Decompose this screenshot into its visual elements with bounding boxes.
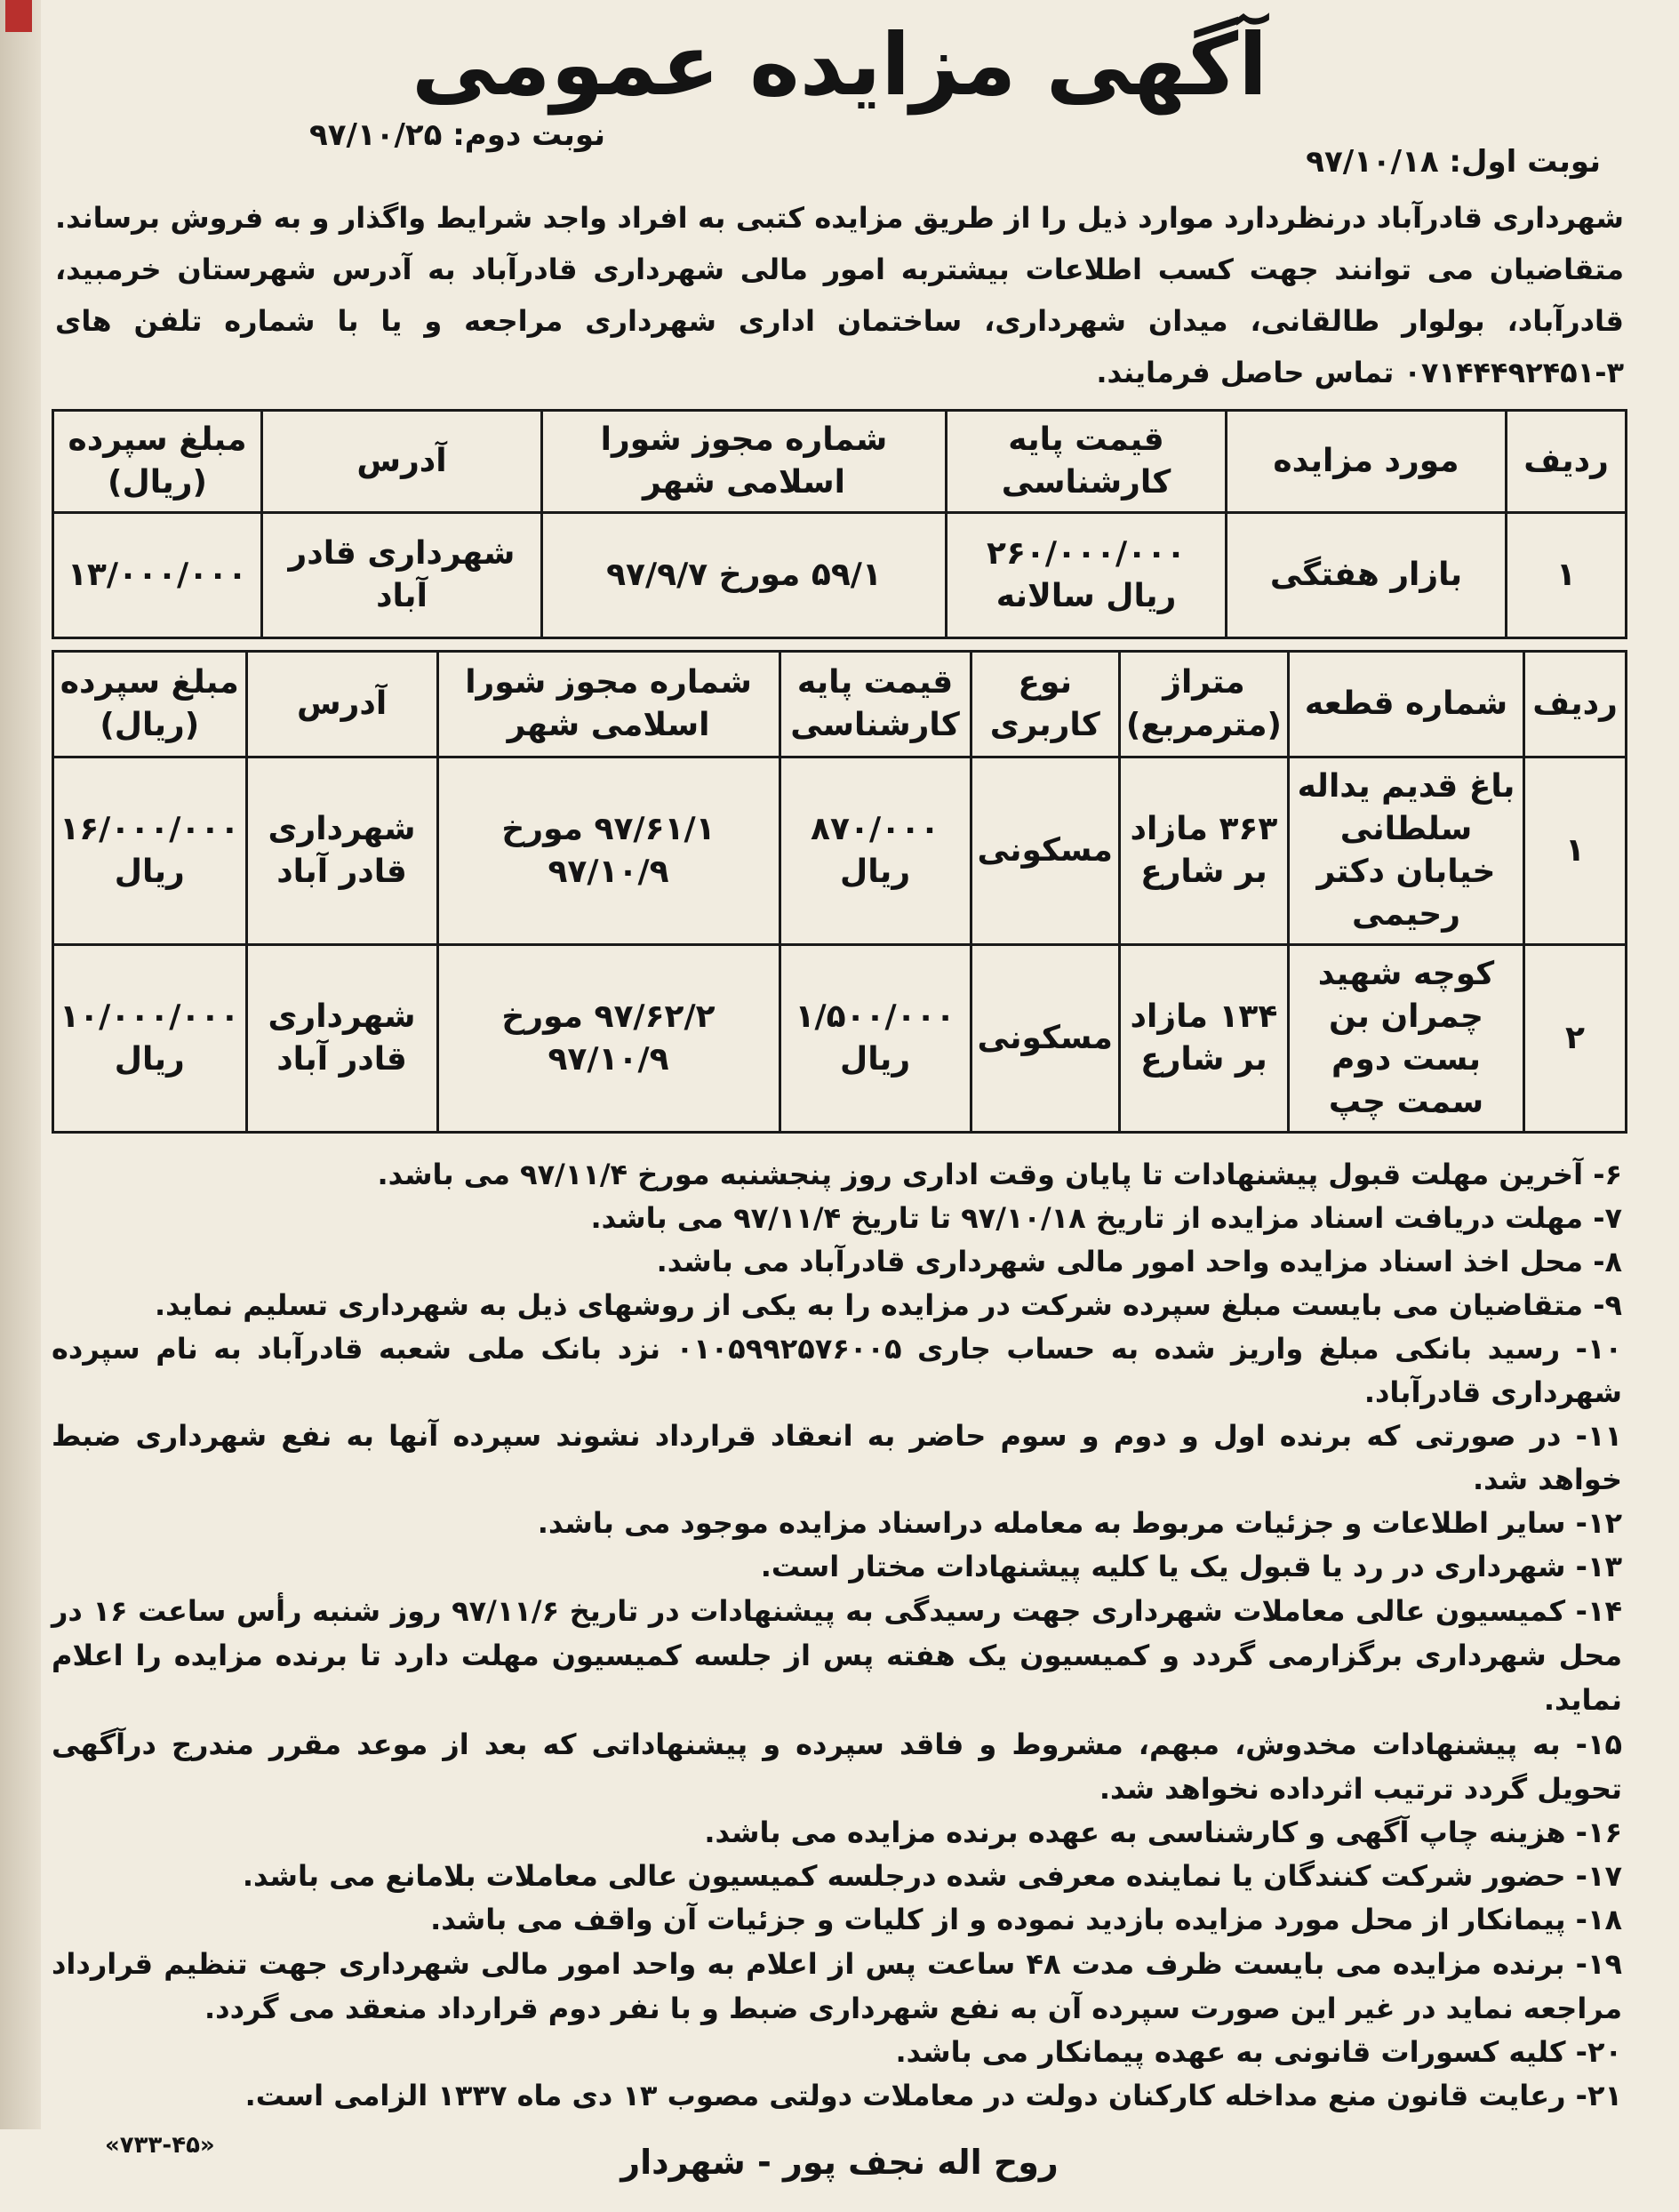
cell-row-number: ۲ xyxy=(1524,945,1627,1133)
cell-row-number: ۱ xyxy=(1524,757,1627,945)
col-row-number: ردیف xyxy=(1507,411,1627,513)
col-deposit: مبلغ سپرده (ریال) xyxy=(53,652,247,757)
cell-plot-number: کوچه شهید چمران بن بست دوم سمت چپ xyxy=(1289,945,1524,1133)
cell-plot-number: باغ قدیم یداله سلطانی خیابان دکتر رحیمی xyxy=(1289,757,1524,945)
cell-address: شهرداری قادر آباد xyxy=(246,945,437,1133)
condition-item: ۸- محل اخذ اسناد مزایده واحد امور مالی شهرداری قادرآباد می باشد. xyxy=(656,1245,1622,1278)
cell-council-permit: ۹۷/۶۲/۲ مورخ ۹۷/۱۰/۹ xyxy=(437,945,780,1133)
condition-item: ۱۲- سایر اطلاعات و جزئیات مربوط به معامله دراسناد مزایده موجود می باشد. xyxy=(537,1506,1622,1540)
cell-deposit: ۱۶/۰۰۰/۰۰۰ ریال xyxy=(53,757,247,945)
announcement-title: آگهی مزایده عمومی xyxy=(412,15,1267,115)
cell-deposit: ۱۳/۰۰۰/۰۰۰ xyxy=(53,513,262,638)
auction-table-plots xyxy=(52,650,1627,1134)
corner-mark xyxy=(5,0,32,32)
table-header-row xyxy=(53,652,1627,757)
cell-base-price: ۸۷۰/۰۰۰ ریال xyxy=(780,757,971,945)
condition-item: ۱۱- در صورتی که برنده اول و دوم و سوم حاضر به انعقاد قرارداد نشوند سپرده آنها به نفع شهرداری ضبط خواهد شد. xyxy=(52,1419,1622,1496)
mayor-signature: روح اله نجف پور - شهردار xyxy=(620,2143,1059,2182)
col-plot-number: شماره قطعه xyxy=(1289,652,1524,757)
col-area: متراژ (مترمربع) xyxy=(1119,652,1288,757)
col-council-permit: شماره مجوز شورا اسلامی شهر xyxy=(437,652,780,757)
publication-dates xyxy=(52,117,1627,192)
cell-area: ۳۶۳ مازاد بر شارع xyxy=(1119,757,1288,945)
second-publication-date: نوبت دوم: ۹۷/۱۰/۲۵ xyxy=(309,117,605,153)
reference-code: «۷۳۳-۴۵» xyxy=(105,2132,215,2159)
cell-area: ۱۳۴ مازاد بر شارع xyxy=(1119,945,1288,1133)
cell-address: شهرداری قادر آباد xyxy=(246,757,437,945)
col-base-price: قیمت پایه کارشناسی xyxy=(947,411,1227,513)
cell-usage-type: مسکونی xyxy=(971,757,1119,945)
cell-usage-type: مسکونی xyxy=(971,945,1119,1133)
cell-council-permit: ۵۹/۱ مورخ ۹۷/۹/۷ xyxy=(542,513,947,638)
condition-item: ۷- مهلت دریافت اسناد مزایده از تاریخ ۹۷/۱۰/۱۸ تا تاریخ ۹۷/۱۱/۴ می باشد. xyxy=(590,1201,1622,1235)
cell-row-number: ۱ xyxy=(1507,513,1627,638)
col-auction-item: مورد مزایده xyxy=(1227,411,1507,513)
condition-item: ۱۵- به پیشنهادات مخدوش، مبهم، مشروط و فاقد سپرده و پیشنهاداتی که بعد از موعد مقرر مندرج درآگهی تحویل گردد ترتیب اثرداده نخواهد شد. xyxy=(52,1727,1622,1806)
intro-paragraph: شهرداری قادرآباد درنظردارد موارد ذیل را از طریق مزایده کتبی به افراد واجد شرایط واگذار و به فروش برساند. متقاضیان می توانند جهت کسب اطلاعات بیشتربه امور مالی شهرداری قادرآباد به آدرس شهرستان خرمبید، قادرآباد، بولوار طالقانی، میدان شهرداری، ساختمان اداری شهرداری مراجعه و یا با شماره تلفن های ۳-۰۷۱۴۴۴۹۲۴۵۱ تماس حاصل فرمایند. xyxy=(55,201,1624,389)
table-row xyxy=(53,945,1627,1133)
col-deposit: مبلغ سپرده (ریال) xyxy=(53,411,262,513)
footer xyxy=(52,2132,1627,2212)
condition-item: ۱۹- برنده مزایده می بایست ظرف مدت ۴۸ ساعت پس از اعلام به واحد امور مالی شهرداری جهت تنظیم قرارداد مراجعه نماید در غیر این صورت سپرده آن به نفع شهرداری ضبط و با نفر دوم قرارداد منعقد می گردد. xyxy=(52,1947,1623,2025)
condition-item: ۱۸- پیمانکار از محل مورد مزایده بازدید نموده و از کلیات و جزئیات آن واقف می باشد. xyxy=(430,1903,1622,1936)
condition-item: ۱۳- شهرداری در رد یا قبول یک یا کلیه پیشنهادات مختار است. xyxy=(760,1550,1622,1583)
auction-table-market xyxy=(52,409,1627,639)
condition-item: ۱۴- کمیسیون عالی معاملات شهرداری جهت رسیدگی به پیشنهادات در تاریخ ۹۷/۱۱/۶ روز شنبه رأس ساعت ۱۶ در محل شهرداری برگزارمی گردد و کمیسیون یک هفته پس از جلسه کمیسیون مهلت دارد تا برنده مزایده را اعلام نماید. xyxy=(52,1594,1622,1717)
col-base-price: قیمت پایه کارشناسی xyxy=(780,652,971,757)
cell-auction-item: بازار هفتگی xyxy=(1227,513,1507,638)
condition-item: ۱۰- رسید بانکی مبلغ واریز شده به حساب جاری ۰۱۰۵۹۹۲۵۷۶۰۰۵ نزد بانک ملی شعبه قادرآباد به نام سپرده شهرداری قادرآباد. xyxy=(52,1332,1623,1409)
condition-item: ۲۰- کلیه کسورات قانونی به عهده پیمانکار می باشد. xyxy=(895,2035,1622,2069)
first-publication-date: نوبت اول: ۹۷/۱۰/۱۸ xyxy=(1306,144,1601,180)
table-header-row xyxy=(53,411,1627,513)
table-row xyxy=(53,757,1627,945)
condition-item: ۱۷- حضور شرکت کنندگان یا نماینده معرفی شده درجلسه کمیسیون عالی معاملات بلامانع می باشد. xyxy=(242,1859,1622,1893)
condition-item: ۶- آخرین مهلت قبول پیشنهادات تا پایان وقت اداری روز پنجشنبه مورخ ۹۷/۱۱/۴ می باشد. xyxy=(377,1158,1622,1191)
cell-deposit: ۱۰/۰۰۰/۰۰۰ ریال xyxy=(53,945,247,1133)
col-address: آدرس xyxy=(262,411,542,513)
cell-address: شهرداری قادر آباد xyxy=(262,513,542,638)
table-row xyxy=(53,513,1627,638)
condition-item: ۹- متقاضیان می بایست مبلغ سپرده شرکت در مزایده را به یکی از روشهای ذیل به شهرداری تسلیم نماید. xyxy=(154,1288,1622,1322)
conditions-list xyxy=(52,1153,1627,2118)
page-edge xyxy=(0,0,41,2129)
col-row-number: ردیف xyxy=(1524,652,1627,757)
col-usage-type: نوع کاربری xyxy=(971,652,1119,757)
col-address: آدرس xyxy=(246,652,437,757)
cell-base-price: ۱/۵۰۰/۰۰۰ ریال xyxy=(780,945,971,1133)
cell-base-price: ۲۶۰/۰۰۰/۰۰۰ ریال سالانه xyxy=(947,513,1227,638)
condition-item: ۲۱- رعایت قانون منع مداخله کارکنان دولت در معاملات دولتی مصوب ۱۳ دی ماه ۱۳۳۷ الزامی است. xyxy=(244,2079,1622,2112)
col-council-permit: شماره مجوز شورا اسلامی شهر xyxy=(542,411,947,513)
condition-item: ۱۶- هزینه چاپ آگهی و کارشناسی به عهده برنده مزایده می باشد. xyxy=(704,1815,1622,1849)
cell-council-permit: ۹۷/۶۱/۱ مورخ ۹۷/۱۰/۹ xyxy=(437,757,780,945)
